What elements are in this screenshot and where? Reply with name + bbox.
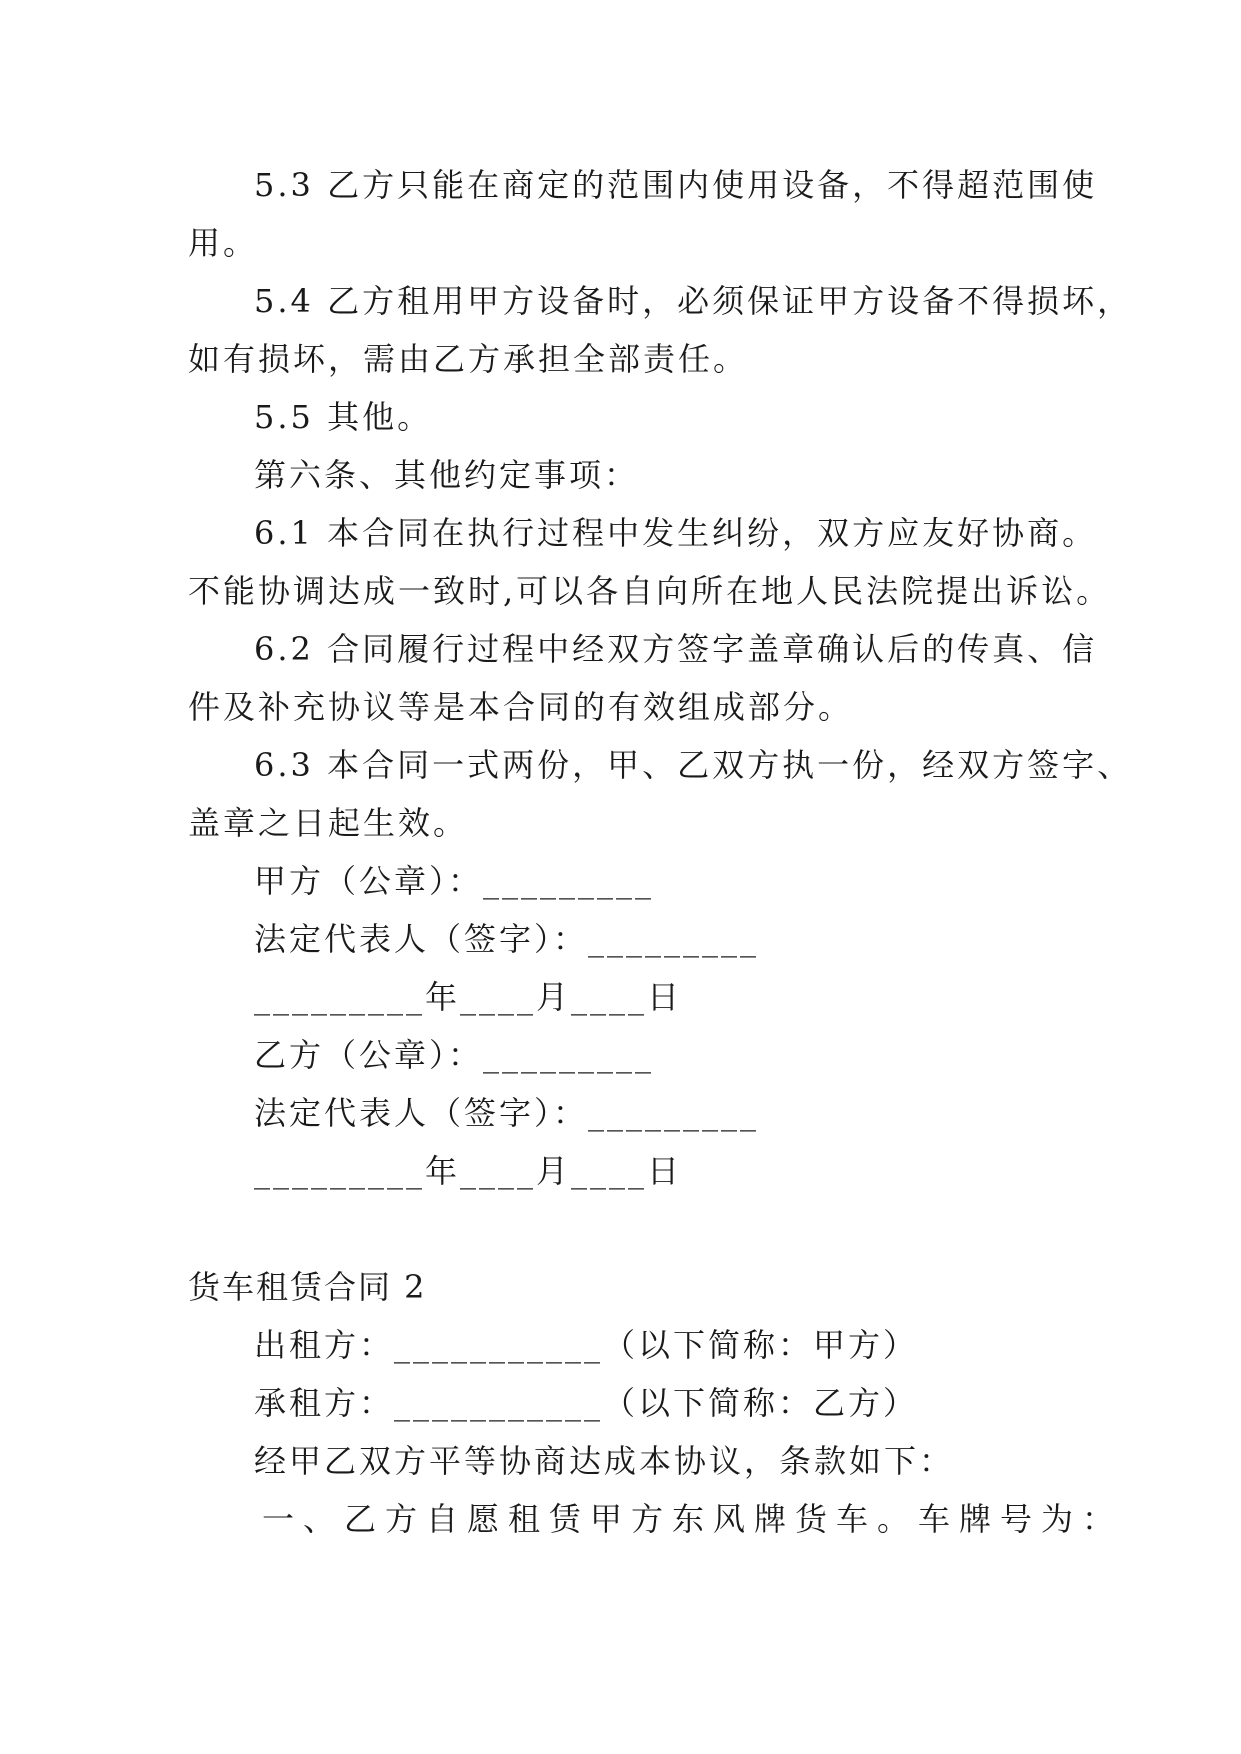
clause-6-3-continued: 盖章之日起生效。 xyxy=(188,804,469,842)
clause-5-4-continued: 如有损坏，需由乙方承担全部责任。 xyxy=(188,340,749,378)
clause-5-3-continued: 用。 xyxy=(188,224,259,262)
party-a-date: _________年____月____日 xyxy=(254,978,683,1016)
party-a-seal: 甲方（公章）：_________ xyxy=(254,862,655,900)
clause-5-4: 5.4 乙方租用甲方设备时，必须保证甲方设备不得损坏， xyxy=(254,282,1133,320)
contract-2-title: 货车租赁合同 2 xyxy=(188,1268,427,1306)
lessee-line: 承租方：___________（以下简称：乙方） xyxy=(254,1384,919,1422)
lessor-line: 出租方：___________（以下简称：甲方） xyxy=(254,1326,919,1364)
agreement-intro: 经甲乙双方平等协商达成本协议，条款如下： xyxy=(254,1442,955,1480)
clause-6-1: 6.1 本合同在执行过程中发生纠纷，双方应友好协商。 xyxy=(254,514,1098,552)
clause-6-2-continued: 件及补充协议等是本合同的有效组成部分。 xyxy=(188,688,854,726)
party-b-seal: 乙方（公章）：_________ xyxy=(254,1036,655,1074)
party-b-date: _________年____月____日 xyxy=(254,1152,683,1190)
clause-1: 一、乙方自愿租赁甲方东风牌货车。车牌号为： xyxy=(262,1500,1124,1538)
clause-5-5: 5.5 其他。 xyxy=(254,398,433,436)
party-b-representative: 法定代表人（签字）：_________ xyxy=(254,1094,760,1132)
clause-6-1-continued: 不能协调达成一致时,可以各自向所在地人民法院提出诉讼。 xyxy=(188,572,1112,610)
article-6-heading: 第六条、其他约定事项： xyxy=(254,456,640,494)
clause-5-3: 5.3 乙方只能在商定的范围内使用设备，不得超范围使 xyxy=(254,166,1098,204)
clause-6-3: 6.3 本合同一式两份，甲、乙双方执一份，经双方签字、 xyxy=(254,746,1133,784)
party-a-representative: 法定代表人（签字）：_________ xyxy=(254,920,760,958)
clause-6-2: 6.2 合同履行过程中经双方签字盖章确认后的传真、信 xyxy=(254,630,1098,668)
